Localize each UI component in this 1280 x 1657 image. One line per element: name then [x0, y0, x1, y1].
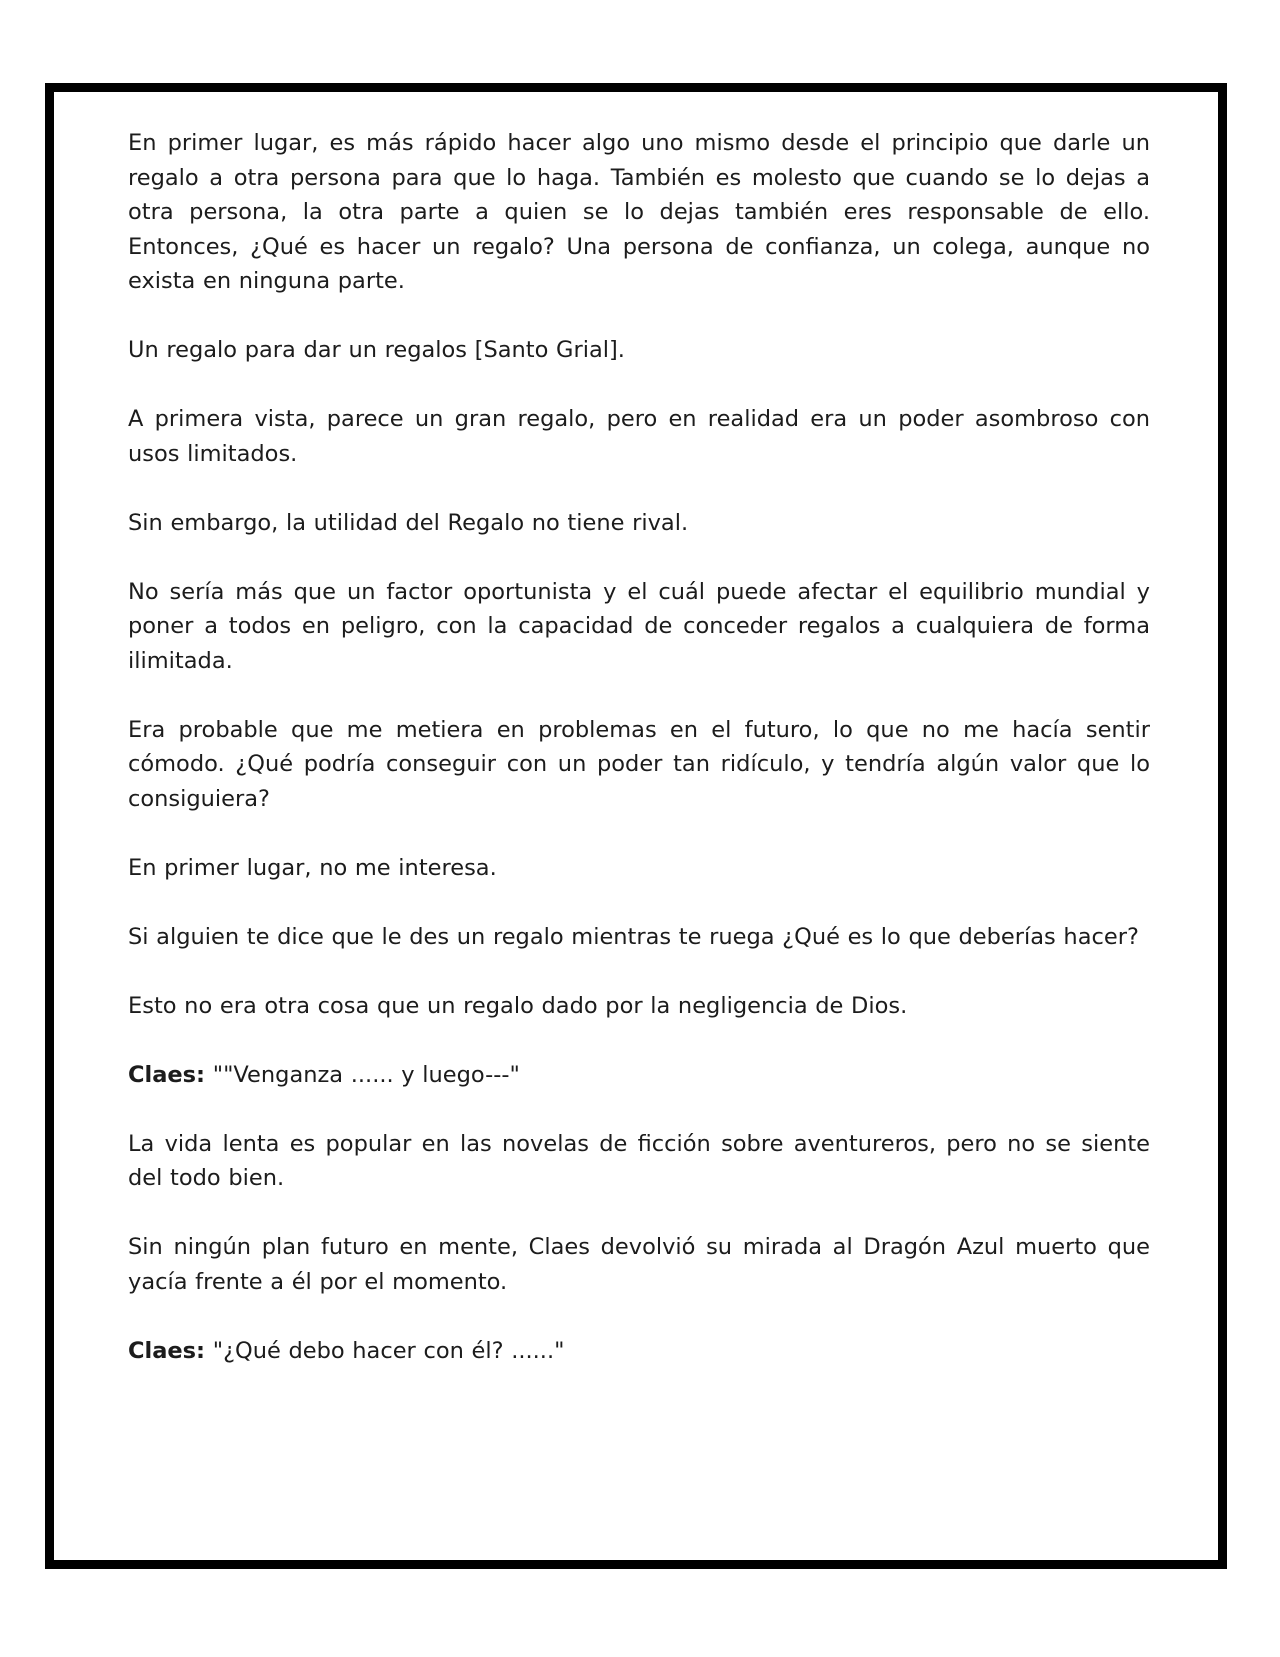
- dialogue-text: ""Venganza ...... y luego---": [205, 1061, 520, 1088]
- paragraph: Era probable que me metiera en problemas en el futuro, lo que no me hacía sentir cómodo. ¿Qué podría conseguir con un poder tan ridículo, y tendría algún valor que lo consiguiera?: [128, 716, 1150, 812]
- paragraph: Un regalo para dar un regalos [Santo Grial].: [128, 337, 625, 363]
- dialogue-line: [128, 1058, 1150, 1093]
- paragraph: En primer lugar, no me interesa.: [128, 854, 497, 881]
- paragraph: Si alguien te dice que le des un regalo mientras te ruega ¿Qué es lo que deberías hacer?: [128, 923, 1139, 950]
- dialogue-line: [128, 1334, 1150, 1369]
- paragraph: Esto no era otra cosa que un regalo dado por la negligencia de Dios.: [128, 992, 908, 1019]
- dialogue-text: "¿Qué debo hacer con él? ......": [205, 1337, 565, 1364]
- paragraph: En primer lugar, es más rápido hacer algo uno mismo desde el principio que darle un regalo a otra persona para que lo haga. También es molesto que cuando se lo dejas a otra persona, la otra parte a quien se lo dejas también eres responsable de ello. Entonces, ¿Qué es hacer un regalo? Una persona de confianza, un colega, aunque no exista en ninguna parte.: [128, 130, 1150, 294]
- document-body: [128, 126, 1150, 1403]
- paragraph: La vida lenta es popular en las novelas de ficción sobre aventureros, pero no se siente del todo bien.: [128, 1130, 1150, 1191]
- paragraph: Sin ningún plan futuro en mente, Claes devolvió su mirada al Dragón Azul muerto que yacía frente a él por el momento.: [128, 1234, 1150, 1295]
- speaker-name: Claes:: [128, 1337, 206, 1364]
- paragraph: A primera vista, parece un gran regalo, pero en realidad era un poder asombroso con usos limitados.: [128, 406, 1150, 467]
- paragraph: No sería más que un factor oportunista y el cuál puede afectar el equilibrio mundial y poner a todos en peligro, con la capacidad de conceder regalos a cualquiera de forma ilimitada.: [128, 578, 1150, 674]
- speaker-name: Claes:: [128, 1061, 206, 1088]
- paragraph: Sin embargo, la utilidad del Regalo no tiene rival.: [128, 509, 689, 536]
